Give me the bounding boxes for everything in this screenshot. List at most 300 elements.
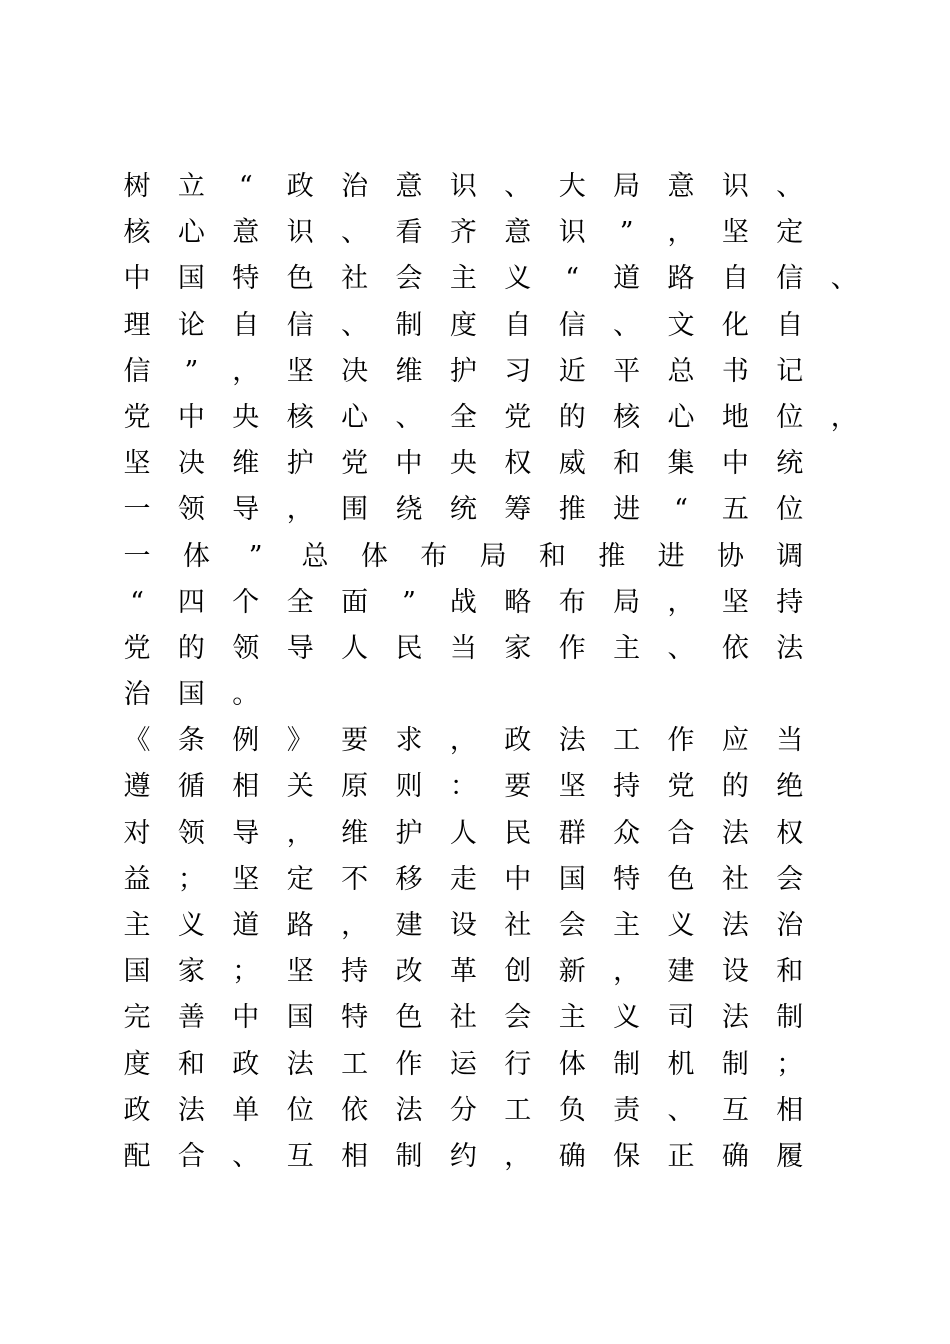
- text-char: 民: [395, 632, 423, 664]
- text-char: 色: [395, 1002, 423, 1034]
- text-char: 战: [449, 586, 477, 618]
- text-char: 调: [776, 540, 804, 572]
- text-char: 对: [123, 817, 151, 849]
- text-char: 特: [613, 863, 641, 895]
- text-char: 统: [449, 494, 477, 526]
- text-char: 护: [449, 355, 477, 387]
- text-char: 工: [341, 1048, 369, 1080]
- text-char: 、: [232, 1140, 260, 1172]
- text-char: “: [565, 263, 580, 295]
- text-char: 意: [667, 171, 695, 202]
- text-char: 确: [721, 1140, 749, 1172]
- text-char: 推: [598, 540, 626, 572]
- text-char: 制: [776, 1002, 804, 1034]
- text-char: 领: [177, 817, 205, 849]
- text-char: 设: [721, 956, 749, 988]
- text-char: 识: [558, 217, 586, 249]
- text-char: 人: [449, 817, 477, 849]
- text-char: 相: [776, 1094, 804, 1126]
- text-line: [120, 1088, 860, 1134]
- text-char: 五: [721, 494, 749, 526]
- text-char: 个: [232, 586, 260, 618]
- text-char: 权: [504, 448, 532, 480]
- text-line: [120, 626, 860, 672]
- text-char: 主: [613, 910, 641, 941]
- text-char: 求: [395, 725, 423, 757]
- text-char: 习: [504, 355, 532, 387]
- text-char: 央: [232, 401, 260, 433]
- text-char: 善: [177, 1002, 205, 1034]
- text-char: 中: [504, 863, 532, 895]
- text-line: [120, 949, 860, 995]
- text-line: [120, 441, 860, 487]
- text-char: 、: [667, 632, 695, 664]
- text-char: 循: [177, 771, 205, 803]
- text-char: 、: [830, 263, 858, 295]
- text-char: 央: [449, 448, 477, 480]
- text-char: 定: [776, 217, 804, 249]
- text-char: 主: [449, 263, 477, 295]
- text-char: 、: [667, 1094, 695, 1126]
- text-char: 机: [667, 1048, 695, 1080]
- text-char: 坚: [286, 355, 314, 387]
- text-char: 局: [479, 540, 507, 572]
- text-char: 社: [721, 863, 749, 895]
- text-char: 总: [301, 540, 329, 572]
- text-char: 绝: [776, 771, 804, 803]
- text-char: 记: [776, 355, 804, 387]
- text-char: ，: [232, 355, 260, 387]
- text-char: 的: [177, 632, 205, 664]
- text-char: 责: [613, 1094, 641, 1126]
- text-char: 合: [177, 1140, 205, 1172]
- text-char: 威: [558, 448, 586, 480]
- text-char: 要: [341, 725, 369, 757]
- text-char: 论: [177, 309, 205, 341]
- text-char: 局: [613, 586, 641, 618]
- text-char: 革: [449, 956, 477, 988]
- text-char: 导: [232, 494, 260, 526]
- text-char: 不: [341, 863, 369, 895]
- text-char: 统: [776, 448, 804, 480]
- text-char: 局: [613, 171, 641, 202]
- text-char: 家: [504, 632, 532, 664]
- text-char: 领: [232, 632, 260, 664]
- text-char: 法: [558, 725, 586, 757]
- text-char: 中: [177, 401, 205, 433]
- text-char: 绕: [395, 494, 423, 526]
- text-char: 家: [177, 956, 205, 988]
- text-char: 运: [449, 1048, 477, 1080]
- text-char: 法: [776, 632, 804, 664]
- text-line: [120, 764, 860, 810]
- text-line: [120, 164, 860, 210]
- text-char: 布: [558, 586, 586, 618]
- text-char: 核: [613, 401, 641, 433]
- text-char: 持: [613, 771, 641, 803]
- text-char: 政: [123, 1094, 151, 1126]
- text-char: 围: [341, 494, 369, 526]
- text-char: 导: [232, 817, 260, 849]
- text-char: 国: [286, 1002, 314, 1034]
- text-char: 特: [341, 1002, 369, 1034]
- text-char: 集: [667, 448, 695, 480]
- text-char: 义: [613, 1002, 641, 1034]
- text-char: 全: [449, 401, 477, 433]
- text-char: ，: [449, 725, 477, 757]
- text-char: 民: [504, 817, 532, 849]
- text-char: 权: [776, 817, 804, 849]
- text-char: 大: [558, 171, 586, 202]
- text-char: 色: [286, 263, 314, 295]
- text-char: 党: [123, 632, 151, 664]
- text-char: 党: [341, 448, 369, 480]
- text-char: 互: [286, 1140, 314, 1172]
- text-line: [120, 1042, 860, 1088]
- text-char: 义: [667, 910, 695, 941]
- text-char: 体: [182, 540, 210, 572]
- text-char: 会: [504, 1002, 532, 1034]
- text-char: 《: [123, 725, 151, 757]
- text-char: 保: [613, 1140, 641, 1172]
- text-char: 制: [613, 1048, 641, 1080]
- text-char: 度: [123, 1048, 151, 1080]
- text-char: 法: [721, 910, 749, 941]
- text-char: 四: [177, 586, 205, 618]
- text-char: 当: [449, 632, 477, 664]
- text-char: 作: [667, 725, 695, 757]
- text-char: 应: [721, 725, 749, 757]
- text-char: 理: [123, 309, 151, 341]
- text-char: ，: [667, 217, 695, 249]
- text-char: 坚: [123, 448, 151, 480]
- text-char: 单: [232, 1094, 260, 1126]
- text-char: ；: [177, 863, 205, 895]
- text-char: 主: [558, 1002, 586, 1034]
- text-char: 相: [341, 1140, 369, 1172]
- text-char: 识: [286, 217, 314, 249]
- text-char: 信: [558, 309, 586, 341]
- text-char: 决: [177, 448, 205, 480]
- text-char: 国: [558, 863, 586, 895]
- text-char: 人: [341, 632, 369, 664]
- text-line: [120, 210, 860, 256]
- text-char: 筹: [504, 494, 532, 526]
- text-char: 走: [449, 863, 477, 895]
- text-char: 的: [558, 401, 586, 433]
- text-char: 治: [123, 679, 151, 711]
- text-char: ，: [286, 494, 314, 526]
- text-char: 特: [232, 263, 260, 295]
- text-char: ，: [830, 401, 858, 433]
- text-char: “: [130, 586, 144, 618]
- text-char: 定: [286, 863, 314, 895]
- text-char: 社: [341, 263, 369, 295]
- text-char: 义: [504, 263, 532, 295]
- text-char: 体: [558, 1048, 586, 1080]
- text-char: 意: [395, 171, 423, 202]
- text-line: [120, 487, 860, 533]
- text-char: 党: [504, 401, 532, 433]
- text-char: 合: [667, 817, 695, 849]
- text-char: ，: [341, 910, 369, 941]
- text-char: 依: [721, 632, 749, 664]
- text-char: 树: [123, 171, 151, 202]
- text-char: ”: [248, 540, 263, 572]
- text-line: [120, 349, 860, 395]
- text-char: 政: [504, 725, 532, 757]
- text-char: 政: [232, 1048, 260, 1080]
- text-char: 法: [721, 1002, 749, 1034]
- text-char: 互: [721, 1094, 749, 1126]
- text-char: 主: [123, 910, 151, 941]
- text-char: 党: [667, 771, 695, 803]
- text-char: 度: [449, 309, 477, 341]
- text-char: 心: [177, 217, 205, 249]
- text-char: 的: [721, 771, 749, 803]
- text-char: 制: [395, 309, 423, 341]
- text-line: [120, 811, 860, 857]
- text-char: 地: [721, 401, 749, 433]
- text-char: 维: [341, 817, 369, 849]
- text-char: 会: [558, 910, 586, 941]
- text-char: 和: [177, 1048, 205, 1080]
- text-char: 坚: [721, 217, 749, 249]
- text-line: [120, 395, 860, 441]
- text-char: ”: [402, 586, 416, 618]
- text-char: 路: [667, 263, 695, 295]
- text-char: 自: [232, 309, 260, 341]
- text-char: 心: [341, 401, 369, 433]
- text-char: ，: [613, 956, 641, 988]
- text-char: 法: [395, 1094, 423, 1126]
- text-char: 协: [716, 540, 744, 572]
- text-char: 信: [123, 355, 151, 387]
- text-char: 中: [721, 448, 749, 480]
- text-char: 关: [286, 771, 314, 803]
- text-char: 、: [341, 217, 369, 249]
- text-char: 法: [286, 1048, 314, 1080]
- text-char: 护: [395, 817, 423, 849]
- text-char: ，: [504, 1140, 532, 1172]
- text-char: 和: [776, 956, 804, 988]
- text-char: 位: [776, 494, 804, 526]
- text-char: “: [674, 494, 688, 526]
- text-char: 路: [286, 910, 314, 941]
- text-char: 义: [177, 910, 205, 941]
- text-line: [120, 672, 860, 718]
- text-line: [120, 303, 860, 349]
- text-char: 改: [395, 956, 423, 988]
- text-char: 众: [613, 817, 641, 849]
- text-char: 导: [286, 632, 314, 664]
- text-char: ，: [667, 586, 695, 618]
- text-char: 平: [613, 355, 641, 387]
- text-char: 国: [177, 679, 205, 711]
- text-char: 进: [613, 494, 641, 526]
- text-char: 识: [449, 171, 477, 202]
- text-char: 位: [776, 401, 804, 433]
- text-char: ；: [232, 956, 260, 988]
- text-char: 制: [721, 1048, 749, 1080]
- text-char: 维: [395, 355, 423, 387]
- text-char: 新: [558, 956, 586, 988]
- text-char: 看: [395, 217, 423, 249]
- text-char: 体: [360, 540, 388, 572]
- text-char: 识: [721, 171, 749, 202]
- text-char: 核: [286, 401, 314, 433]
- text-char: 中: [395, 448, 423, 480]
- text-char: 中: [123, 263, 151, 295]
- text-char: 坚: [286, 956, 314, 988]
- text-char: 治: [341, 171, 369, 202]
- text-char: “: [238, 171, 253, 202]
- text-char: 配: [123, 1140, 151, 1172]
- text-char: 政: [286, 171, 314, 202]
- text-char: 分: [449, 1094, 477, 1126]
- text-char: 建: [395, 910, 423, 941]
- text-char: ：: [449, 771, 477, 803]
- text-char: 行: [504, 1048, 532, 1080]
- text-char: 约: [449, 1140, 477, 1172]
- text-line: [120, 995, 860, 1041]
- text-char: 国: [177, 263, 205, 295]
- text-char: 遵: [123, 771, 151, 803]
- text-char: 道: [232, 910, 260, 941]
- text-char: 作: [395, 1048, 423, 1080]
- text-char: 推: [558, 494, 586, 526]
- text-char: 司: [667, 1002, 695, 1034]
- text-char: 履: [776, 1140, 804, 1172]
- text-char: 、: [504, 171, 532, 202]
- text-char: 作: [558, 632, 586, 664]
- text-char: 相: [232, 771, 260, 803]
- text-char: 负: [558, 1094, 586, 1126]
- text-char: 、: [395, 401, 423, 433]
- text-char: 立: [177, 171, 205, 202]
- text-char: 维: [232, 448, 260, 480]
- text-char: 依: [341, 1094, 369, 1126]
- text-line: [120, 857, 860, 903]
- text-char: 会: [395, 263, 423, 295]
- text-char: 色: [667, 863, 695, 895]
- text-char: 主: [613, 632, 641, 664]
- text-char: 意: [504, 217, 532, 249]
- text-char: 社: [449, 1002, 477, 1034]
- text-char: 社: [504, 910, 532, 941]
- text-char: ”: [184, 355, 199, 387]
- text-char: 原: [341, 771, 369, 803]
- text-char: 设: [449, 910, 477, 941]
- text-char: 化: [721, 309, 749, 341]
- text-char: 心: [667, 401, 695, 433]
- text-char: 完: [123, 1002, 151, 1034]
- text-char: 工: [504, 1094, 532, 1126]
- text-line: [120, 1134, 860, 1180]
- text-char: 护: [286, 448, 314, 480]
- text-char: 、: [776, 171, 804, 202]
- text-char: 坚: [721, 586, 749, 618]
- text-char: 正: [667, 1140, 695, 1172]
- text-char: 书: [721, 355, 749, 387]
- text-char: ，: [286, 817, 314, 849]
- text-char: ；: [776, 1048, 804, 1080]
- text-char: 、: [341, 309, 369, 341]
- text-line: [120, 718, 860, 764]
- text-char: 例: [232, 725, 260, 757]
- text-char: 国: [123, 956, 151, 988]
- text-char: 坚: [232, 863, 260, 895]
- text-char: 党: [123, 401, 151, 433]
- text-char: 益: [123, 863, 151, 895]
- text-line: [120, 903, 860, 949]
- text-char: 持: [341, 956, 369, 988]
- text-char: 布: [420, 540, 448, 572]
- text-char: 全: [286, 586, 314, 618]
- text-char: 信: [776, 263, 804, 295]
- text-line: [120, 534, 860, 580]
- text-char: 核: [123, 217, 151, 249]
- text-char: ”: [619, 217, 634, 249]
- text-char: 自: [504, 309, 532, 341]
- text-char: 建: [667, 956, 695, 988]
- text-char: 一: [123, 494, 151, 526]
- text-char: 一: [123, 540, 151, 572]
- text-char: 制: [395, 1140, 423, 1172]
- text-char: 工: [613, 725, 641, 757]
- text-char: 创: [504, 956, 532, 988]
- text-char: 位: [286, 1094, 314, 1126]
- text-char: 道: [613, 263, 641, 295]
- text-char: 齐: [449, 217, 477, 249]
- text-char: 文: [667, 309, 695, 341]
- text-char: 要: [504, 771, 532, 803]
- text-line: [120, 580, 860, 626]
- body-text: [120, 164, 860, 1180]
- text-char: 和: [538, 540, 566, 572]
- text-char: 略: [504, 586, 532, 618]
- text-char: 。: [232, 679, 260, 711]
- text-char: 治: [776, 910, 804, 941]
- text-char: 移: [395, 863, 423, 895]
- text-char: 近: [558, 355, 586, 387]
- text-char: 法: [721, 817, 749, 849]
- text-char: 、: [613, 309, 641, 341]
- text-char: 总: [667, 355, 695, 387]
- text-char: 领: [177, 494, 205, 526]
- text-char: 进: [657, 540, 685, 572]
- text-char: 当: [776, 725, 804, 757]
- text-char: 中: [232, 1002, 260, 1034]
- text-char: 确: [558, 1140, 586, 1172]
- text-char: 会: [776, 863, 804, 895]
- text-char: 自: [721, 263, 749, 295]
- text-char: 自: [776, 309, 804, 341]
- text-char: 决: [341, 355, 369, 387]
- text-char: 和: [613, 448, 641, 480]
- text-char: 》: [286, 725, 314, 757]
- text-char: 信: [286, 309, 314, 341]
- text-char: 面: [341, 586, 369, 618]
- text-char: 群: [558, 817, 586, 849]
- text-char: 则: [395, 771, 423, 803]
- text-char: 持: [776, 586, 804, 618]
- text-line: [120, 256, 860, 302]
- text-char: 坚: [558, 771, 586, 803]
- text-char: 法: [177, 1094, 205, 1126]
- text-char: 意: [232, 217, 260, 249]
- text-char: 条: [177, 725, 205, 757]
